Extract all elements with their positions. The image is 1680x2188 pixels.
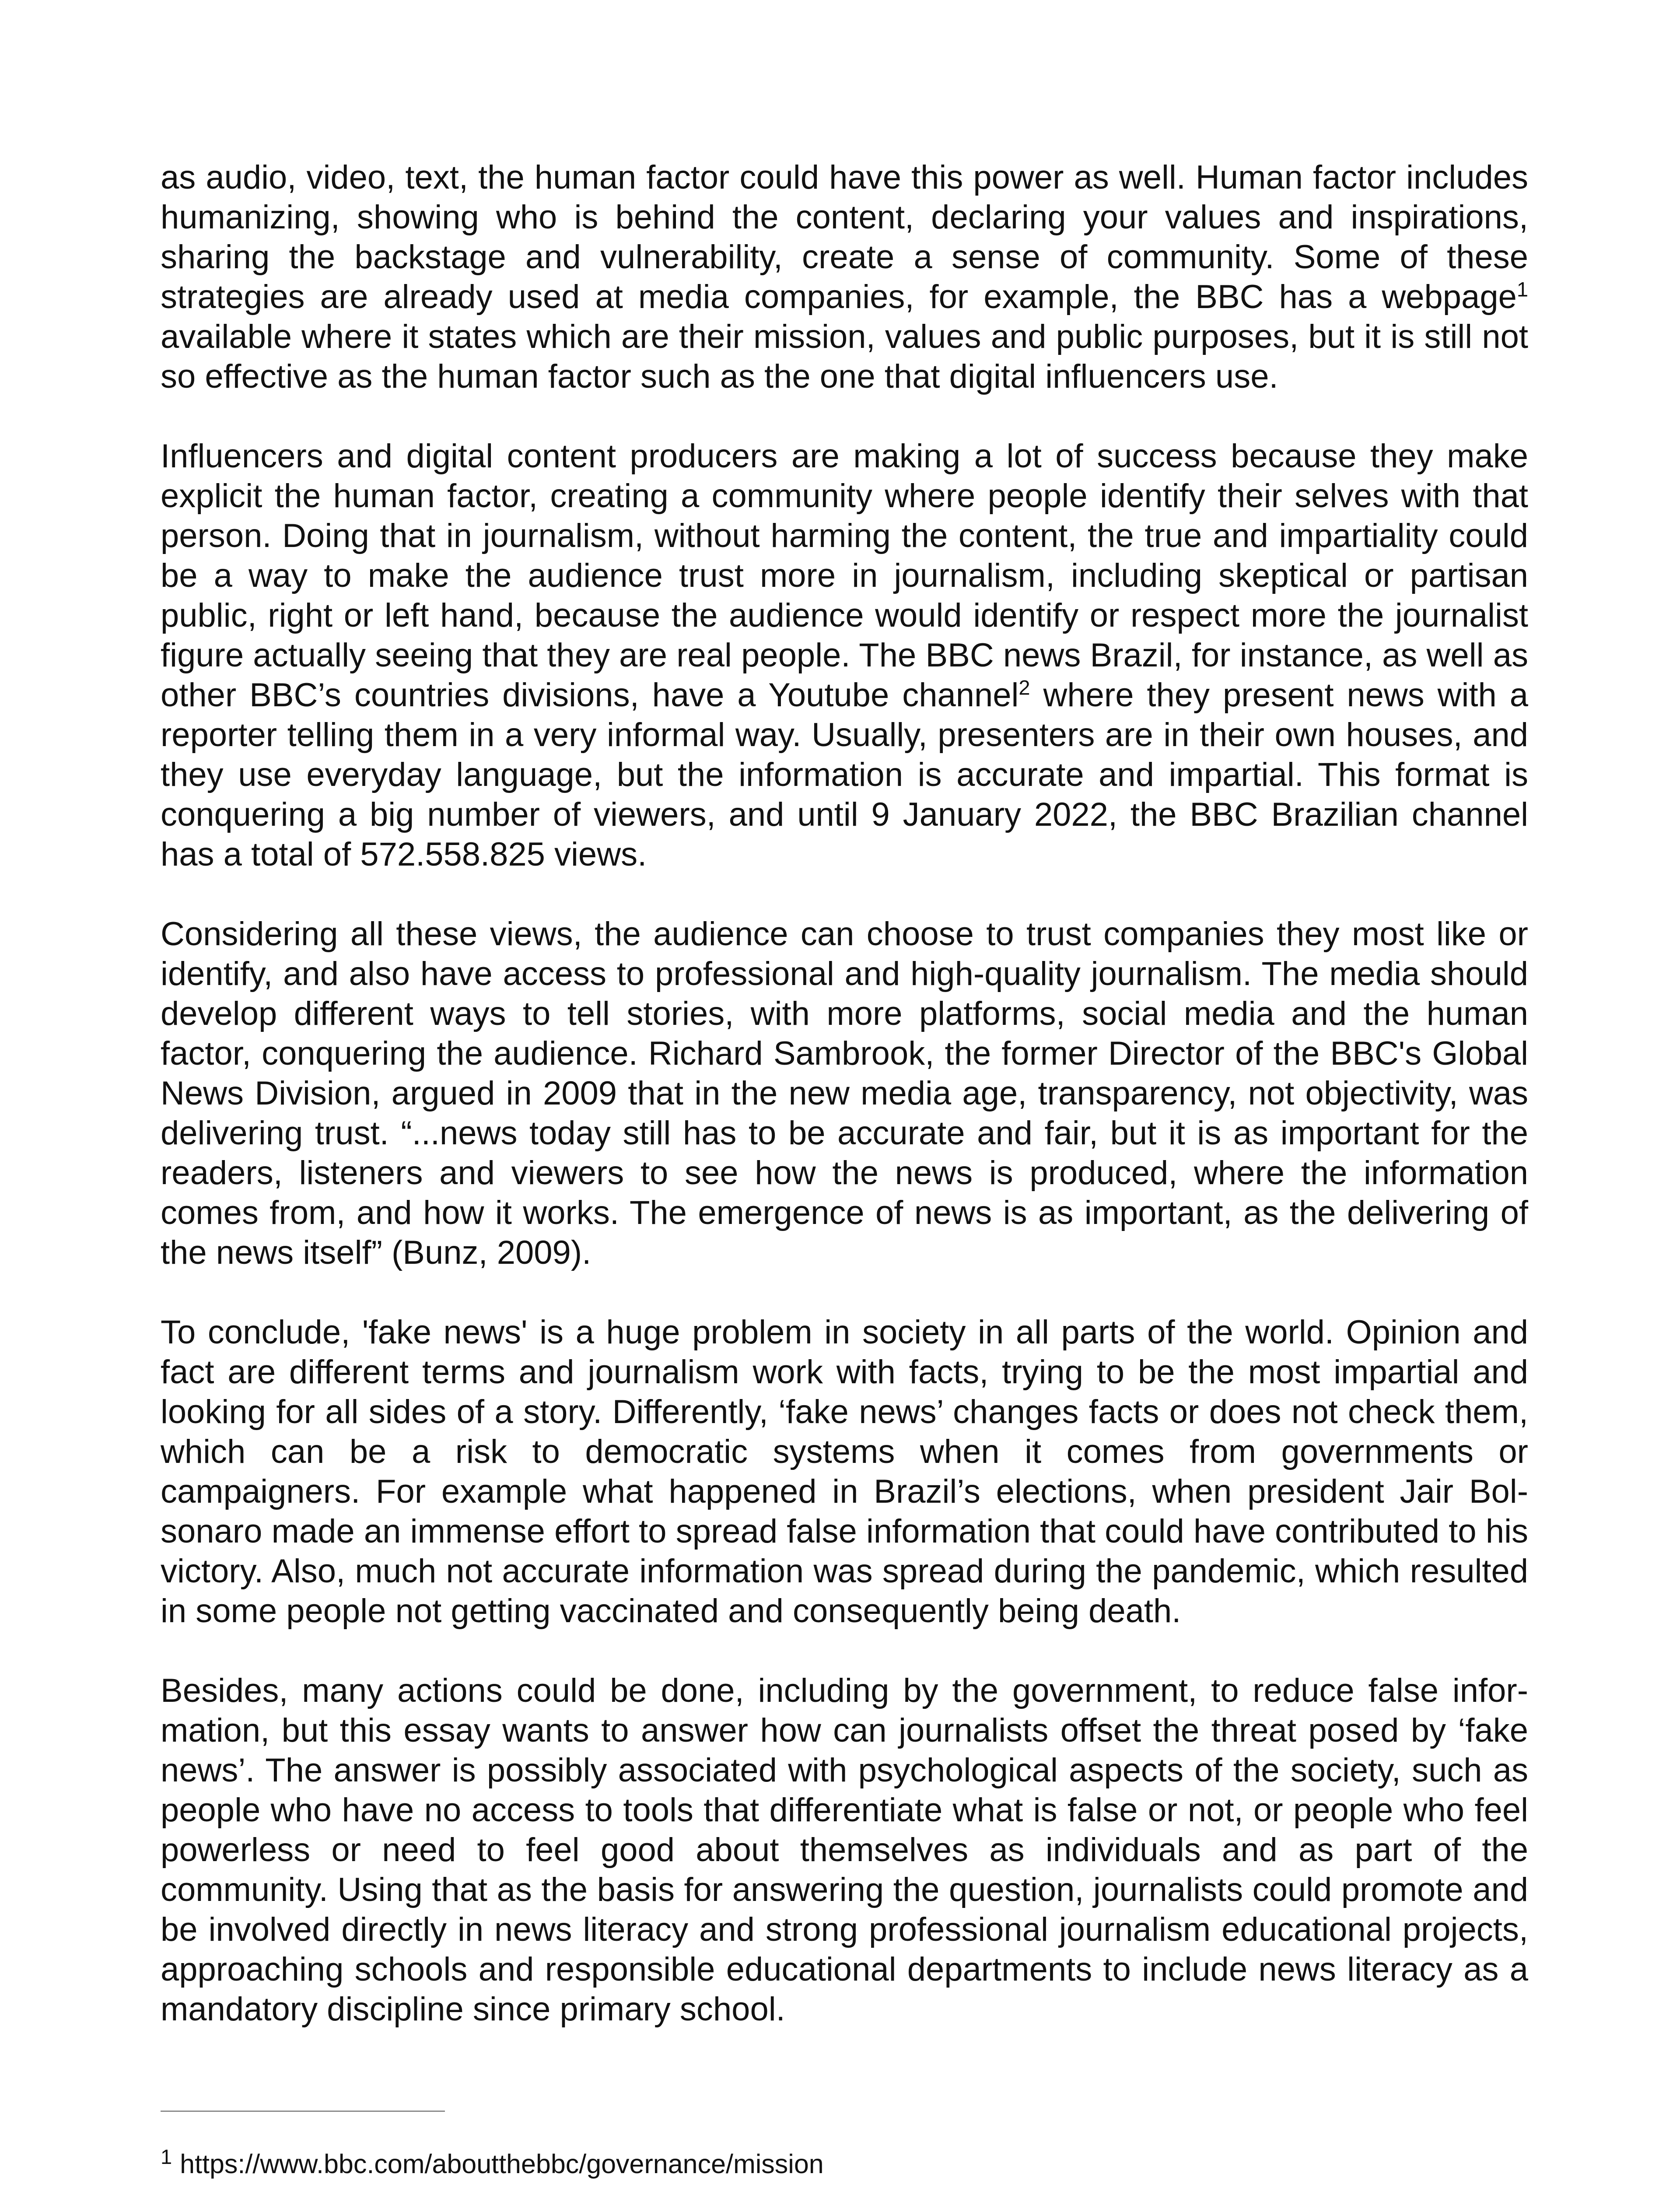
footnote-reference: 1 [1516, 277, 1528, 301]
paragraph-transparency: Considering all these views, the audience can choose to trust companies they most like or identify, and also have access to professional and high-quality journalism. The media should develop different ways to tell stories, with more platforms, social media and the human factor, conquering the audience. Richard Sambrook, the former Director of the BBC's Global News Division, argued in 2009 that in the new media age, transparency, not objectivity, was delivering trust. “...news today still has to be accurate and fair, but it is as important for the readers, listeners and viewers to see how the news is produced, where the information comes from, and how it works. The emergence of news is as important, as the delivering of the news itself” (Bunz, 2009). [161, 915, 1528, 1271]
paragraph-text: available where it states which are their mission, values and public purposes, but it is still not so effective as the human factor such as the one that digital influencers use. [161, 318, 1528, 395]
paragraph-human-factor [161, 158, 1528, 396]
footnote-number: 1 [161, 2145, 172, 2168]
footnote-url: https://www.bbc.com/aboutthebbc/governance/mission [180, 2149, 824, 2179]
paragraph-text: where they present news with a reporter telling them in a very informal way. Usually, presenters are in their own houses, and they use everyday language, but the information is accurate and impartial. This format is conquering a big number of viewers, and until 9 January 2022, the BBC Brazilian channel has a total of 572.558.825 views. [161, 677, 1529, 873]
paragraph-text: Influencers and digital content producers are making a lot of success because they make explicit the human factor, creating a community where people identify their selves with that person. Doing that in journalism, without harming the content, the true and impartiality could be a way to make the audience trust more in journalism, including skeptical or partisan public, right or left hand, because the audience would identify or respect more the journalist figure actually seeing that they are real people. The BBC news Brazil, for instance, as well as other BBC’s countries divisions, have a Youtube channel [161, 438, 1528, 714]
paragraph-influencers [161, 436, 1528, 874]
paragraph-text: as audio, video, text, the human factor could have this power as well. Human factor includes humanizing, showing who is behind the content, declaring your values and inspirations, sharing the backstage and vulnerability, create a sense of community. Some of these strategies are already used at media companies, for example, the BBC has a webpage [161, 159, 1528, 316]
paragraph-news-literacy: Besides, many actions could be done, including by the government, to reduce false information, but this essay wants to answer how can journalists offset the threat posed by ‘fake news’. The answer is possibly associated with psychological aspects of the society, such as people who have no access to tools that differentiate what is false or not, or people who feel powerless or need to feel good about themselves as individuals and as part of the community. Using that as the basis for answering the question, journalists could promote and be involved directly in news literacy and strong professional journalism educational projects, approaching schools and responsible educational departments to include news literacy as a mandatory discipline since primary school. [161, 1672, 1528, 2028]
document-body [161, 158, 1528, 2069]
footnote-separator [161, 2111, 445, 2112]
footnote-reference: 2 [1018, 676, 1030, 699]
footnote-item [161, 2146, 1528, 2181]
footnotes [161, 2146, 1528, 2188]
paragraph-conclusion: To conclude, 'fake news' is a huge problem in society in all parts of the world. Opinion and fact are different terms and journalism work with facts, trying to be the most impartial and looking for all sides of a story. Differently, ‘fake news’ changes facts or does not check them, which can be a risk to democratic systems when it comes from governments or campaigners. For example what happened in Brazil’s elections, when president Jair Bolsonaro made an immense effort to spread false information that could have contributed to his victory. Also, much not accurate information was spread during the pandemic, which resulted in some people not getting vaccinated and consequently being death. [161, 1314, 1528, 1630]
